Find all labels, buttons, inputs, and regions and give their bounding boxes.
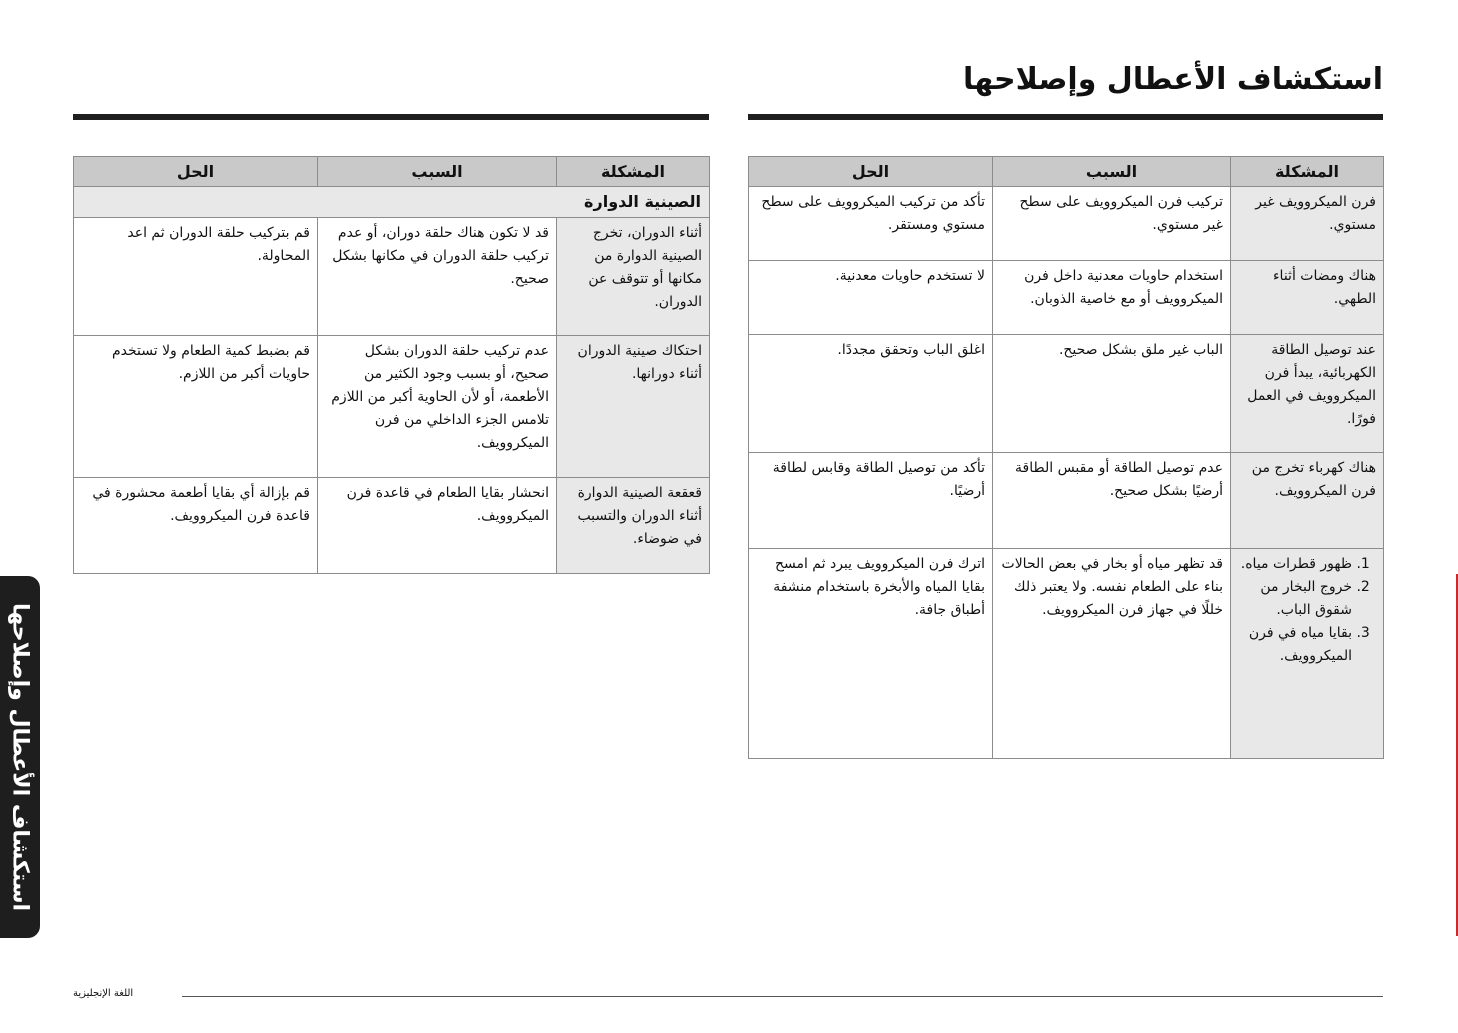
table-row <box>749 261 1384 335</box>
table-row <box>749 187 1384 261</box>
section-row <box>74 187 710 218</box>
solution-cell: لا تستخدم حاويات معدنية. <box>749 261 993 335</box>
problem-cell: قعقعة الصينية الدوارة أثناء الدوران والتسبب في ضوضاء. <box>557 478 710 574</box>
problem-cell: هناك ومضات أثناء الطهي. <box>1231 261 1384 335</box>
problem-cell: أثناء الدوران، تخرج الصينية الدوارة من مكانها أو تتوقف عن الدوران. <box>557 218 710 336</box>
list-item: 3. بقايا مياه في فرن الميكروويف. <box>1238 622 1352 668</box>
cause-cell: عدم تركيب حلقة الدوران بشكل صحيح، أو بسبب وجود الكثير من الأطعمة، أو لأن الحاوية أكبر من اللازم تلامس الجزء الداخلي من فرن الميكروويف. <box>318 336 557 478</box>
page-title: استكشاف الأعطال وإصلاحها <box>962 62 1383 97</box>
section-title: الصينية الدوارة <box>74 187 710 218</box>
header-cause: السبب <box>993 157 1231 187</box>
cause-cell: تركيب فرن الميكروويف على سطح غير مستوي. <box>993 187 1231 261</box>
cause-cell: قد لا تكون هناك حلقة دوران، أو عدم تركيب حلقة الدوران في مكانها بشكل صحيح. <box>318 218 557 336</box>
table-row <box>749 453 1384 549</box>
cause-cell: الباب غير ملق بشكل صحيح. <box>993 335 1231 453</box>
cause-cell: عدم توصيل الطاقة أو مقبس الطاقة أرضيًا بشكل صحيح. <box>993 453 1231 549</box>
header-solution: الحل <box>74 157 318 187</box>
troubleshooting-table-general <box>748 156 1384 759</box>
cause-cell: انحشار بقايا الطعام في قاعدة فرن الميكروويف. <box>318 478 557 574</box>
header-solution: الحل <box>749 157 993 187</box>
problem-cell: فرن الميكروويف غير مستوي. <box>1231 187 1384 261</box>
header-problem: المشكلة <box>557 157 710 187</box>
solution-cell: قم بضبط كمية الطعام ولا تستخدم حاويات أكبر من اللازم. <box>74 336 318 478</box>
problem-steps-list <box>1238 553 1376 668</box>
table-row <box>74 336 710 478</box>
table-row <box>749 335 1384 453</box>
header-rule-left <box>73 114 709 120</box>
solution-cell: قم بتركيب حلقة الدوران ثم اعد المحاولة. <box>74 218 318 336</box>
cause-cell: قد تظهر مياه أو بخار في بعض الحالات بناء على الطعام نفسه. ولا يعتبر ذلك خللًا في جهاز فرن الميكروويف. <box>993 549 1231 759</box>
solution-cell: اترك فرن الميكروويف يبرد ثم امسح بقايا المياه والأبخرة باستخدام منشفة أطباق جافة. <box>749 549 993 759</box>
problem-cell: احتكاك صينية الدوران أثناء دورانها. <box>557 336 710 478</box>
solution-cell: تأكد من توصيل الطاقة وقابس لطاقة أرضيًا. <box>749 453 993 549</box>
list-item: 2. خروج البخار من شقوق الباب. <box>1238 576 1352 622</box>
table-row <box>74 478 710 574</box>
table-header-row <box>74 157 710 187</box>
header-cause: السبب <box>318 157 557 187</box>
header-problem: المشكلة <box>1231 157 1384 187</box>
problem-cell <box>1231 549 1384 759</box>
solution-cell: قم بإزالة أي بقايا أطعمة محشورة في قاعدة فرن الميكروويف. <box>74 478 318 574</box>
list-item: 1. ظهور قطرات مياه. <box>1238 553 1352 576</box>
problem-cell: عند توصيل الطاقة الكهربائية، يبدأ فرن الميكروويف في العمل فورًا. <box>1231 335 1384 453</box>
cause-cell: استخدام حاويات معدنية داخل فرن الميكروويف أو مع خاصية الذوبان. <box>993 261 1231 335</box>
solution-cell: اغلق الباب وتحقق مجددًا. <box>749 335 993 453</box>
troubleshooting-table-turntable <box>73 156 710 574</box>
problem-cell: هناك كهرباء تخرج من فرن الميكروويف. <box>1231 453 1384 549</box>
header-rule-right <box>748 114 1383 120</box>
solution-cell: تأكد من تركيب الميكروويف على سطح مستوي ومستقر. <box>749 187 993 261</box>
side-tab-label: استكشاف الأعطال وإصلاحها <box>7 602 33 912</box>
table-header-row <box>749 157 1384 187</box>
footer-rule <box>182 996 1383 997</box>
table-row <box>74 218 710 336</box>
footer-language: اللغة الإنجليزية <box>73 988 134 999</box>
side-chapter-tab <box>0 576 40 938</box>
table-row <box>749 549 1384 759</box>
